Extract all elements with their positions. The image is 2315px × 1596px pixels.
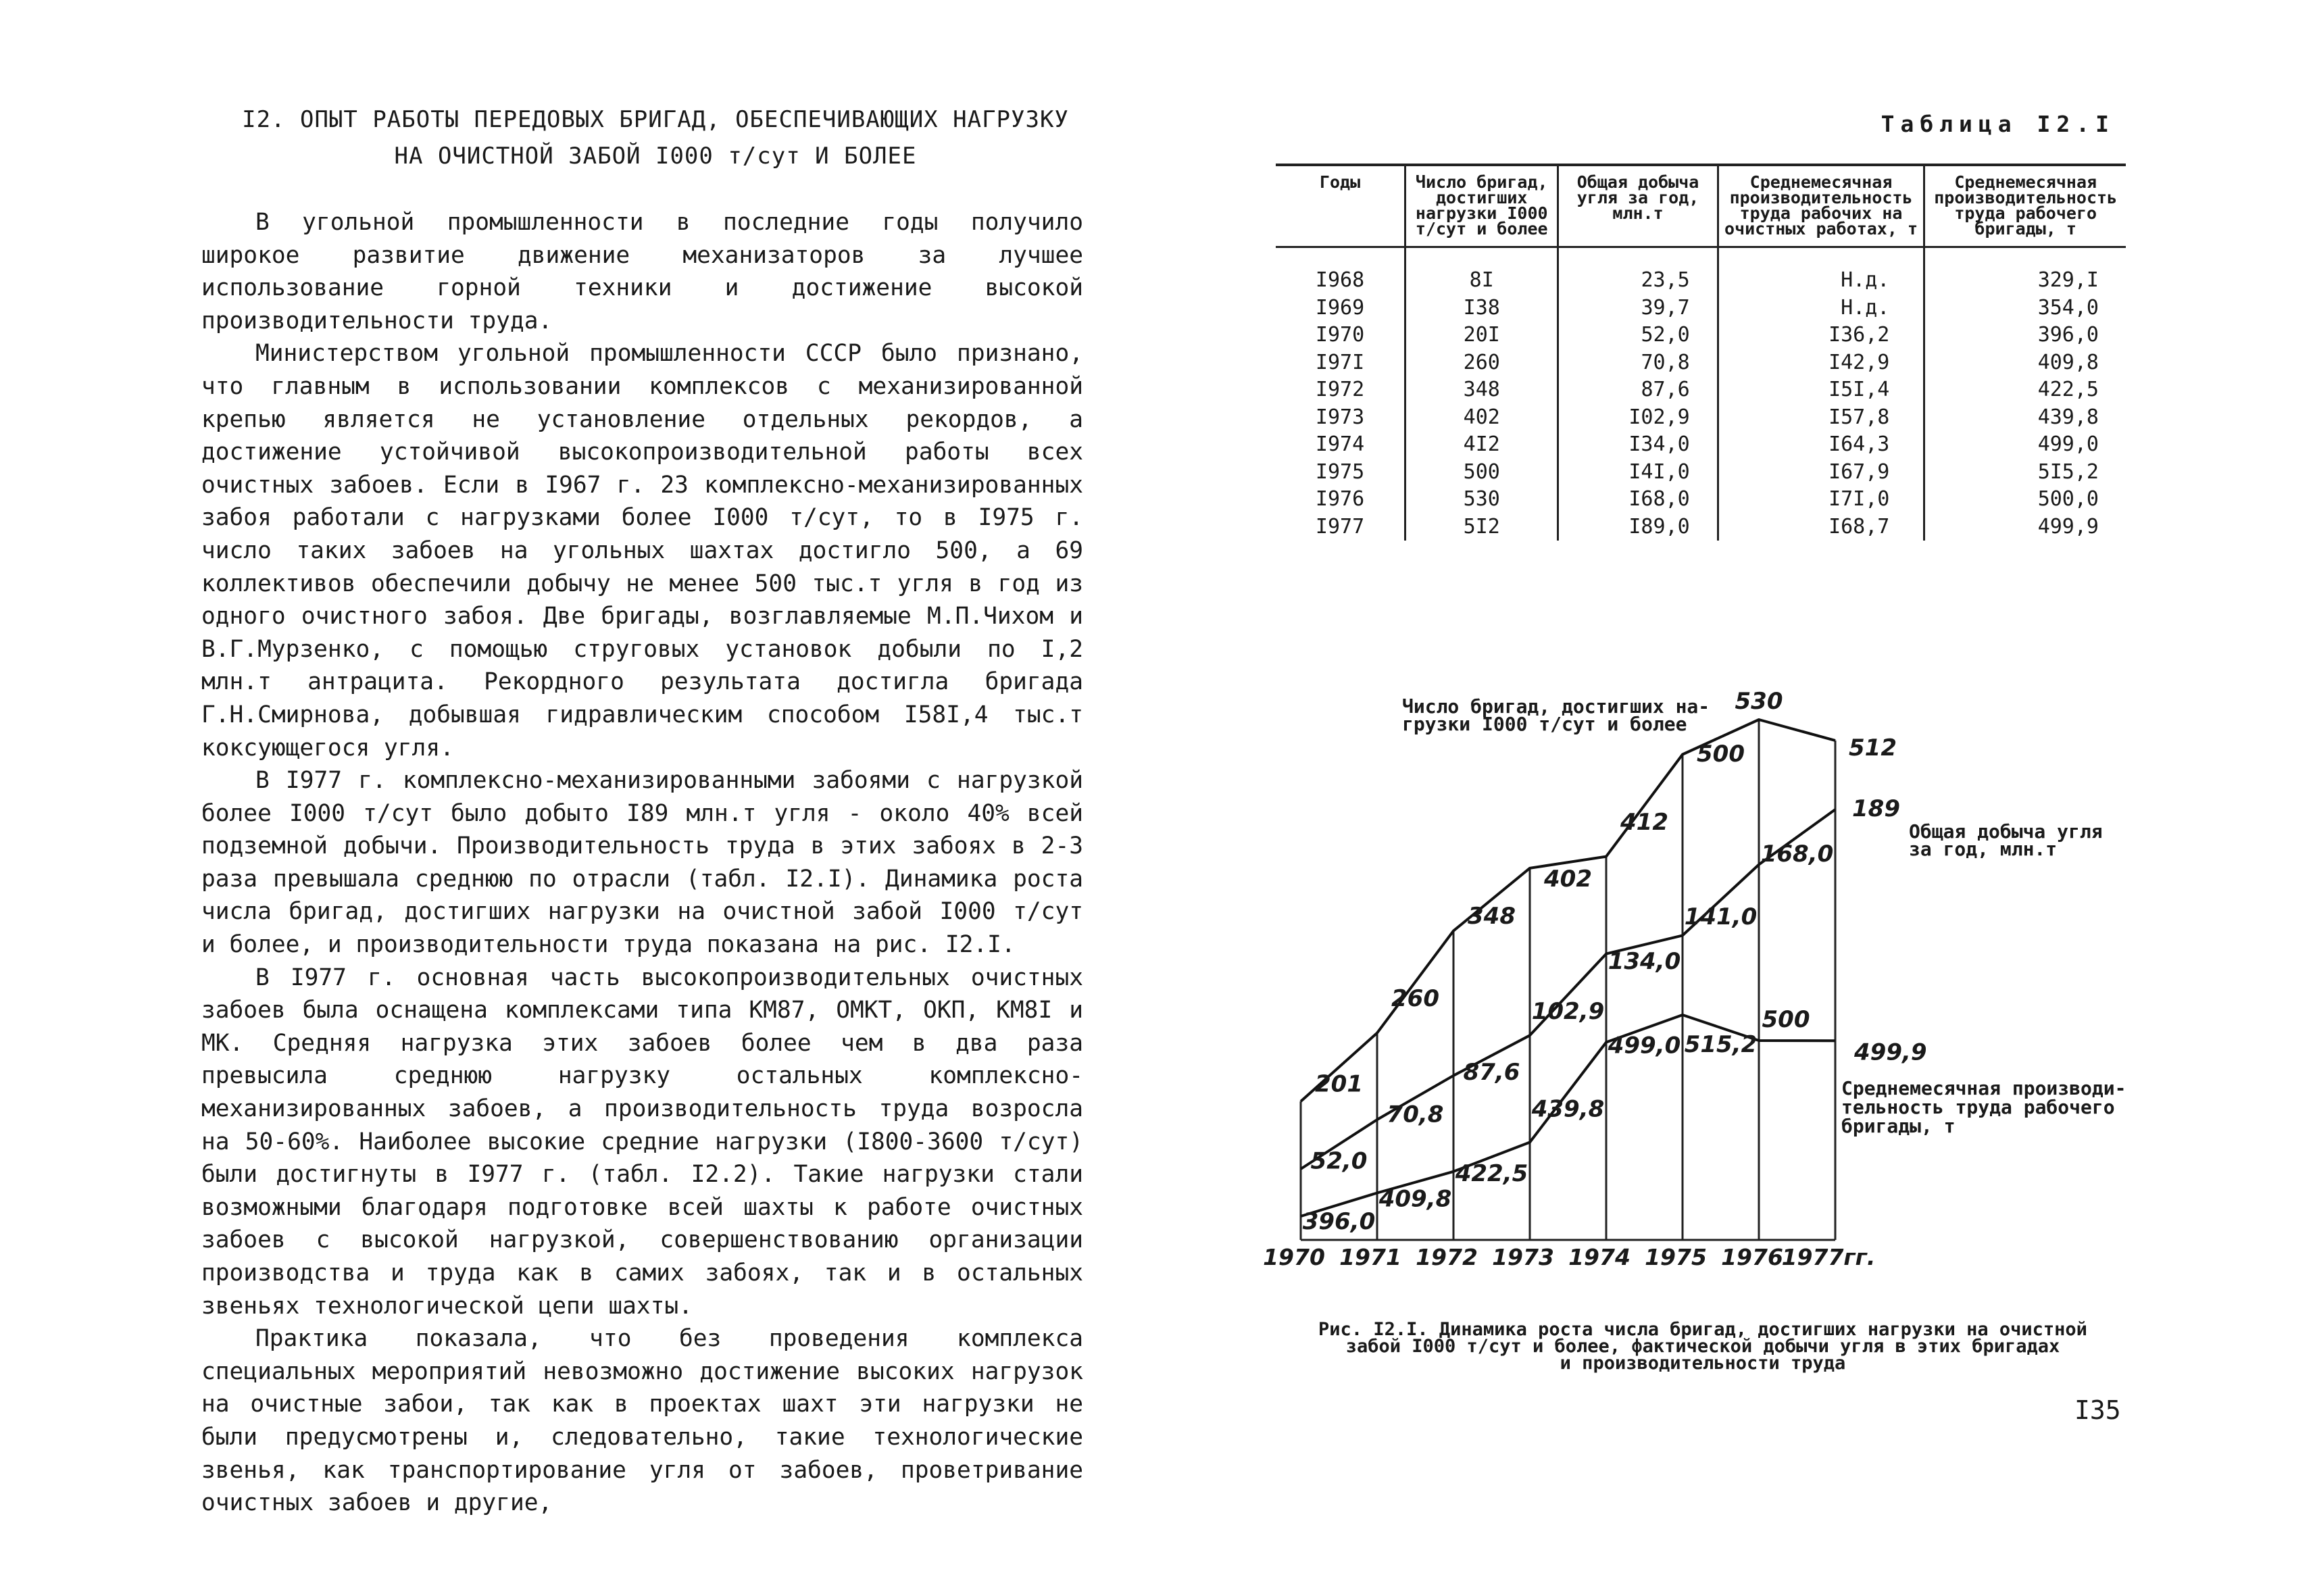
- data-label-productivity: 439,8: [1531, 1095, 1605, 1123]
- caption-line-2: забой I000 т/сут и более, фактической добычи угля в этих бригадах: [1345, 1336, 2060, 1357]
- table-cell: 439,8: [1924, 404, 2126, 432]
- data-label-productivity: 422,5: [1455, 1160, 1528, 1188]
- x-tick-label: 1977гг.: [1781, 1244, 1876, 1270]
- table-cell: I67,9: [1718, 459, 1924, 487]
- legend-output: Общая добыча угля: [1909, 820, 2103, 843]
- column-header: Годы: [1276, 165, 1405, 247]
- table-row: [1276, 376, 2126, 404]
- table-cell: I973: [1315, 405, 1365, 429]
- table-cell: I89,0: [1558, 514, 1718, 541]
- data-label-output: 70,8: [1387, 1101, 1444, 1128]
- caption-line-1: Рис. I2.I. Динамика роста числа бригад, достигших нагрузки на очистной: [1318, 1319, 2087, 1340]
- column-header: Общая добыча угля за год, млн.т: [1558, 165, 1718, 247]
- table-cell: 87,6: [1558, 376, 1718, 404]
- x-tick-label: 1970: [1263, 1244, 1325, 1270]
- x-tick-label: 1973: [1492, 1244, 1554, 1270]
- table-cell: 354,0: [1924, 295, 2126, 322]
- table-cell: I5I,4: [1718, 376, 1924, 404]
- table-cell: I4I,0: [1558, 459, 1718, 487]
- table-cell: I36,2: [1718, 322, 1924, 349]
- table-cell: I972: [1315, 378, 1365, 402]
- legend-productivity: бригады, т: [1841, 1115, 1956, 1137]
- table-cell: 499,0: [1924, 431, 2126, 459]
- data-label-productivity: 409,8: [1378, 1185, 1452, 1213]
- table-cell: 39,7: [1558, 295, 1718, 322]
- legend-output: за год, млн.т: [1909, 838, 2058, 860]
- data-label-productivity: 515,2: [1684, 1031, 1758, 1058]
- data-label-productivity: 500: [1762, 1006, 1810, 1033]
- data-label-output: 168,0: [1760, 840, 1834, 868]
- x-tick-label: 1974: [1568, 1244, 1631, 1270]
- table-cell: 500,0: [1924, 486, 2126, 514]
- section-heading: [203, 101, 1108, 174]
- data-label-productivity: 499,0: [1608, 1032, 1681, 1059]
- table-cell: 70,8: [1558, 349, 1718, 377]
- data-label-output: 141,0: [1684, 903, 1758, 930]
- column-header: Число бригад, достигших нагрузки I000 т/сут и более: [1405, 165, 1558, 247]
- table-row: [1276, 349, 2126, 377]
- table-row: [1276, 431, 2126, 459]
- table-cell: 329,I: [1924, 247, 2126, 295]
- table-cell: 402: [1405, 404, 1558, 432]
- paragraph: В I977 г. комплексно-механизированными забоями с нагрузкой более I000 т/сут было добыто I89 млн.т угля - около 40% всей подземной добычи. Производительность труда в этих забоях в 2-3 раза превышала среднюю по отрасли (табл. I2.I). Динамика роста числа бригад, достигших нагрузки на очистной забой I000 т/сут и более, и производительности труда показана на рис. I2.I.: [201, 767, 1083, 959]
- heading-line-1: I2. ОПЫТ РАБОТЫ ПЕРЕДОВЫХ БРИГАД, ОБЕСПЕЧИВАЮЩИХ НАГРУЗКУ: [242, 106, 1069, 133]
- table-cell: I977: [1315, 514, 1365, 539]
- table-cell: 8I: [1405, 247, 1558, 295]
- table-cell: 23,5: [1558, 247, 1718, 295]
- data-label-productivity: 396,0: [1302, 1207, 1376, 1235]
- table-cell: I7I,0: [1718, 486, 1924, 514]
- legend-productivity: тельность труда рабочего: [1841, 1096, 2115, 1118]
- table-cell: I975: [1315, 459, 1365, 484]
- data-label-output: 134,0: [1608, 947, 1681, 975]
- table-cell: I968: [1315, 268, 1365, 293]
- paragraph: В угольной промышленности в последние годы получило широкое развитие движение механизаторов за лучшее использование горной техники и достижение высокой производительности труда.: [201, 209, 1083, 334]
- x-tick-label: 1976: [1721, 1244, 1783, 1270]
- table-cell: 348: [1405, 376, 1558, 404]
- table-row: [1276, 322, 2126, 349]
- table-body: [1276, 247, 2126, 541]
- body-text: [201, 206, 1083, 1520]
- table-row: [1276, 514, 2126, 541]
- data-label-brigades: 530: [1735, 688, 1783, 715]
- paragraph: Практика показала, что без проведения комплекса специальных мероприятий невозможно достижение высоких нагрузок на очистные забои, так как в проектах шахт эти нагрузки не были предусмотрены и, следовательно, такие технологические звенья, как транспортирование угля от забоев, проветривание очистных забоев и другие,: [201, 1325, 1083, 1517]
- table-cell: I969: [1315, 295, 1365, 320]
- table-cell: I57,8: [1718, 404, 1924, 432]
- table-cell: I97I: [1315, 350, 1365, 374]
- column-header: Среднемесячная производительность труда рабочего бригады, т: [1924, 165, 2126, 247]
- line-chart: [1243, 676, 2142, 1284]
- table-cell: I02,9: [1558, 404, 1718, 432]
- table-row: [1276, 404, 2126, 432]
- table-cell: 5I2: [1405, 514, 1558, 541]
- table-cell: 4I2: [1405, 431, 1558, 459]
- table-cell: 530: [1405, 486, 1558, 514]
- x-tick-label: 1971: [1339, 1244, 1401, 1270]
- table-row: [1276, 247, 2126, 295]
- page-number: I35: [2074, 1395, 2121, 1425]
- legend-brigades: Число бригад, достигших на-: [1402, 695, 1710, 718]
- data-table: [1276, 164, 2126, 541]
- table-cell: I68,7: [1718, 514, 1924, 541]
- table-cell: I976: [1315, 487, 1365, 512]
- table-cell: 396,0: [1924, 322, 2126, 349]
- data-label-output: 52,0: [1310, 1147, 1368, 1175]
- table-row: [1276, 295, 2126, 322]
- data-label-brigades: 201: [1315, 1070, 1363, 1098]
- data-label-output: 102,9: [1531, 997, 1605, 1025]
- figure-caption: [1277, 1321, 2129, 1372]
- data-label-brigades: 402: [1544, 866, 1592, 893]
- table-cell: I42,9: [1718, 349, 1924, 377]
- data-label-brigades: 500: [1697, 740, 1745, 768]
- paragraph: Министерством угольной промышленности СССР было признано, что главным в использовании комплексов с механизированной крепью является не установление отдельных рекордов, а достижение устойчивой высокопроизводительной работы всех очистных забоев. Если в I967 г. 23 комплексно-механизированных забоя работали с нагрузками более I000 т/сут, то в I975 г. число таких забоев на угольных шахтах достигло 500, а 69 коллективов обеспечили добычу не менее 500 тыс.т угля в год из одного очистного забоя. Две бригады, возглавляемые М.П.Чихом и В.Г.Мурзенко, с помощью струговых установок добыли по I,2 млн.т антрацита. Рекордного результата достигла бригада Г.Н.Смирнова, добывшая гидравлическим способом I58I,4 тыс.т коксующегося угля.: [201, 340, 1083, 762]
- paragraph: В I977 г. основная часть высокопроизводительных очистных забоев была оснащена комплексами типа КМ87, ОМКТ, ОКП, КМ8I и МК. Средняя нагрузка этих забоев более чем в два раза превысила среднюю нагрузку остальных комплексно-механизированных забоев, а производительность труда возросла на 50-60%. Наиболее высокие средние нагрузки (I800-3600 т/сут) были достигнуты в I977 г. (табл. I2.2). Такие нагрузки стали возможными благодаря подготовке всей шахты к работе очистных забоев с высокой нагрузкой, совершенствованию организации производства и труда как в самих забоях, так и в остальных звеньях технологической цепи шахты.: [201, 964, 1083, 1320]
- table-cell: Н.д.: [1718, 247, 1924, 295]
- table-cell: I974: [1315, 432, 1365, 457]
- data-label-brigades: 260: [1391, 985, 1439, 1013]
- table-header-row: [1276, 165, 2126, 247]
- table-cell: 409,8: [1924, 349, 2126, 377]
- table-cell: 499,9: [1924, 514, 2126, 541]
- data-label-brigades: 512: [1849, 734, 1897, 762]
- heading-line-2: НА ОЧИСТНОЙ ЗАБОЙ I000 т/сут И БОЛЕЕ: [394, 143, 917, 170]
- data-label-output: 189: [1852, 795, 1900, 822]
- data-label-brigades: 412: [1620, 809, 1668, 837]
- data-label-productivity: 499,9: [1854, 1039, 1927, 1066]
- table-cell: 500: [1405, 459, 1558, 487]
- table-cell: Н.д.: [1718, 295, 1924, 322]
- table-cell: I34,0: [1558, 431, 1718, 459]
- table-row: [1276, 486, 2126, 514]
- table-cell: 20I: [1405, 322, 1558, 349]
- x-tick-label: 1972: [1416, 1244, 1478, 1270]
- x-tick-label: 1975: [1645, 1244, 1707, 1270]
- caption-line-3: и производительности труда: [1560, 1353, 1846, 1374]
- table-cell: 5I5,2: [1924, 459, 2126, 487]
- table-cell: 52,0: [1558, 322, 1718, 349]
- data-label-brigades: 348: [1468, 903, 1516, 930]
- table-cell: 422,5: [1924, 376, 2126, 404]
- data-label-output: 87,6: [1463, 1059, 1520, 1087]
- table-caption: Таблица I2.I: [1881, 111, 2115, 137]
- table-cell: I68,0: [1558, 486, 1718, 514]
- legend-brigades: грузки I000 т/сут и более: [1402, 713, 1687, 735]
- legend-productivity: Среднемесячная производи-: [1841, 1077, 2126, 1099]
- table-row: [1276, 459, 2126, 487]
- table-cell: I970: [1315, 323, 1365, 347]
- table-cell: 260: [1405, 349, 1558, 377]
- table-cell: I64,3: [1718, 431, 1924, 459]
- column-header: Среднемесячная производительность труда рабочих на очистных работах, т: [1718, 165, 1924, 247]
- table-cell: I38: [1405, 295, 1558, 322]
